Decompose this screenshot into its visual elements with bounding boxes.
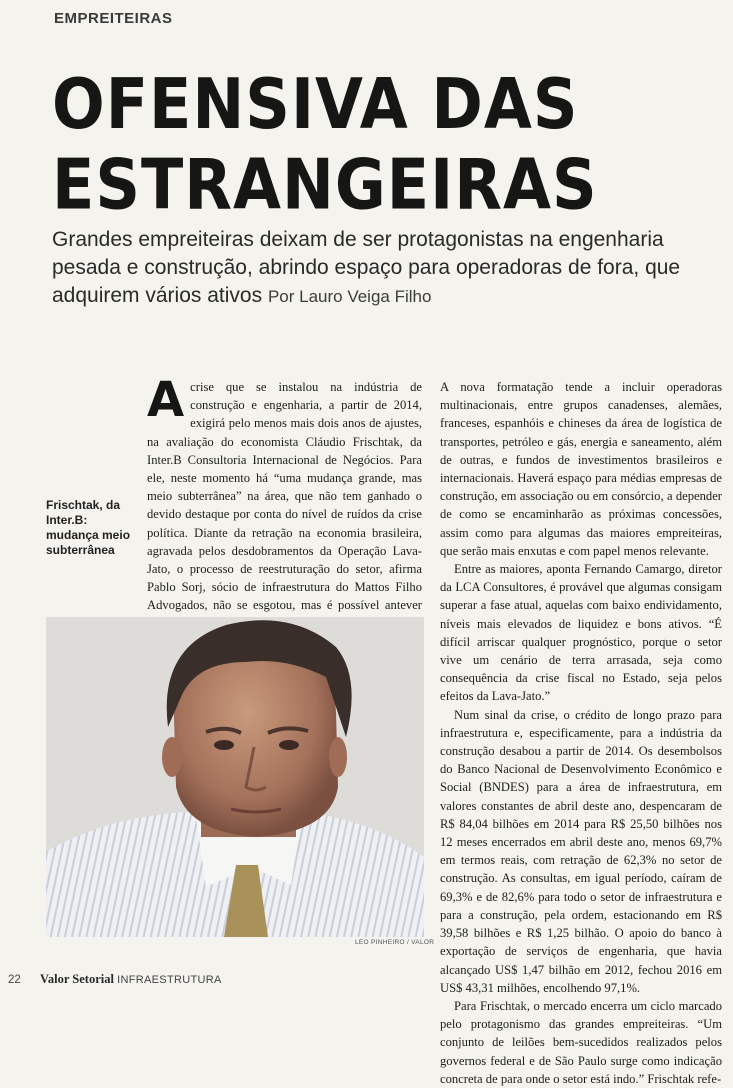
publication-section: INFRAESTRUTURA	[117, 974, 222, 986]
page-number: 22	[8, 974, 21, 986]
paragraph: Num sinal da crise, o crédito de longo prazo para infraestrutura e, especificamente, para a indústria da construção desabou a partir de 2014. Os desembolsos do Banco Nacional de Desenvolvimento Econômico e Social (BNDES) para a área de infraestrutura, em valores constantes de abril deste ano, despencaram de R$ 84,04 bilhões em 2014 para R$ 25,50 bilhões nos 12 meses encerrados em abril deste ano, menos 69,7% em termos reais, com retração de 62,3% no setor de construção. As consultas, em igual período, caíram de 69,3% e de 82,6% para todo o setor de infraestrutura e para a construção, pela ordem, estacionando em R$ 39,58 bilhões e R$ 1,25 bilhão. O apoio do banco à exportação de serviços de engenharia, que havia alcançado US$ 1,47 bilhão em 2012, fechou 2016 em US$ 43,31 milhões, encolhendo 97,1%.	[440, 707, 722, 995]
drop-cap: A	[147, 372, 185, 428]
portrait-illustration	[46, 617, 424, 937]
standfirst-text: Grandes empreiteiras deixam de ser protagonistas na engenharia pesada e construção, abrindo espaço para operadoras de fora, que adquirem vários ativos	[52, 228, 681, 307]
photo-caption: Frischtak, da Inter.B: mudança meio subterrânea	[46, 498, 131, 557]
page-footer	[8, 972, 222, 987]
portrait-photo	[46, 617, 424, 937]
publication-name: Valor Setorial	[40, 972, 114, 986]
article-column-1	[147, 372, 422, 633]
section-label: EMPREITEIRAS	[54, 10, 173, 27]
paragraph: Entre as maiores, aponta Fernando Camargo, diretor da LCA Consultores, é provável que algumas consigam superar a fase atual, aquelas com baixo endividamento, níveis mais elevados de liquidez e bons ativos. “É difícil arriscar qualquer prognóstico, porque o setor vive um cenário de terra arrasada, seja como consequência da crise fiscal no Estado, seja pelos efeitos da Lava-Jato.”	[440, 562, 722, 704]
headline-line-1: OFENSIVA DAS	[52, 62, 579, 145]
byline: Por Lauro Veiga Filho	[267, 287, 432, 306]
headline	[52, 64, 598, 225]
paragraph	[147, 372, 422, 633]
headline-line-2: ESTRANGEIRAS	[52, 143, 598, 226]
paragraph: Para Frischtak, o mercado encerra um ciclo marcado pelo protagonismo das grandes empreiteiras. “Um conjunto de leilões bem-sucedidos realizados pelos governos federal e de São Paulo surge como indicação concreta de para onde o setor está indo.” Frischtak refe-	[440, 998, 722, 1086]
photo-credit: LEO PINHEIRO / VALOR	[355, 939, 435, 946]
paragraph: A nova formatação tende a incluir operadoras multinacionais, entre grupos canadenses, alemães, franceses, espanhóis e chineses da área de logística de transportes, petróleo e gás, energia e saneamento, além de outras, e fundos de investimentos brasileiros e internacionais. Haverá espaço para médias empresas de construção, em associação ou em consórcio, a depender de como se encaminharão as próximas concessões, assim como para algumas das maiores empreiteiras, que serão mais enxutas e com papel menos relevante.	[440, 380, 722, 558]
standfirst	[52, 226, 722, 311]
article-column-2	[440, 378, 722, 1088]
paragraph-text: crise que se instalou na indústria de construção e engenharia, a partir de 2014, exigirá pelo menos mais dois anos de ajustes, na avaliação do economista Cláudio Frischtak, da Inter.B Consultoria Internacional de Negócios. Para ele, neste momento há “uma mudança grande, mas meio subterrânea” na área, que não tem ganhado o devido destaque por conta do nível de ruídos da crise política. Diante da retração na economia brasileira, agravada pelos desdobramentos da Operação Lava-Jato, o processo de reestruturação do setor, afirma Pablo Sorj, sócio de infraestrutura do Mattos Filho Advogados, não se esgotou, mas é possível antever	[147, 380, 422, 613]
